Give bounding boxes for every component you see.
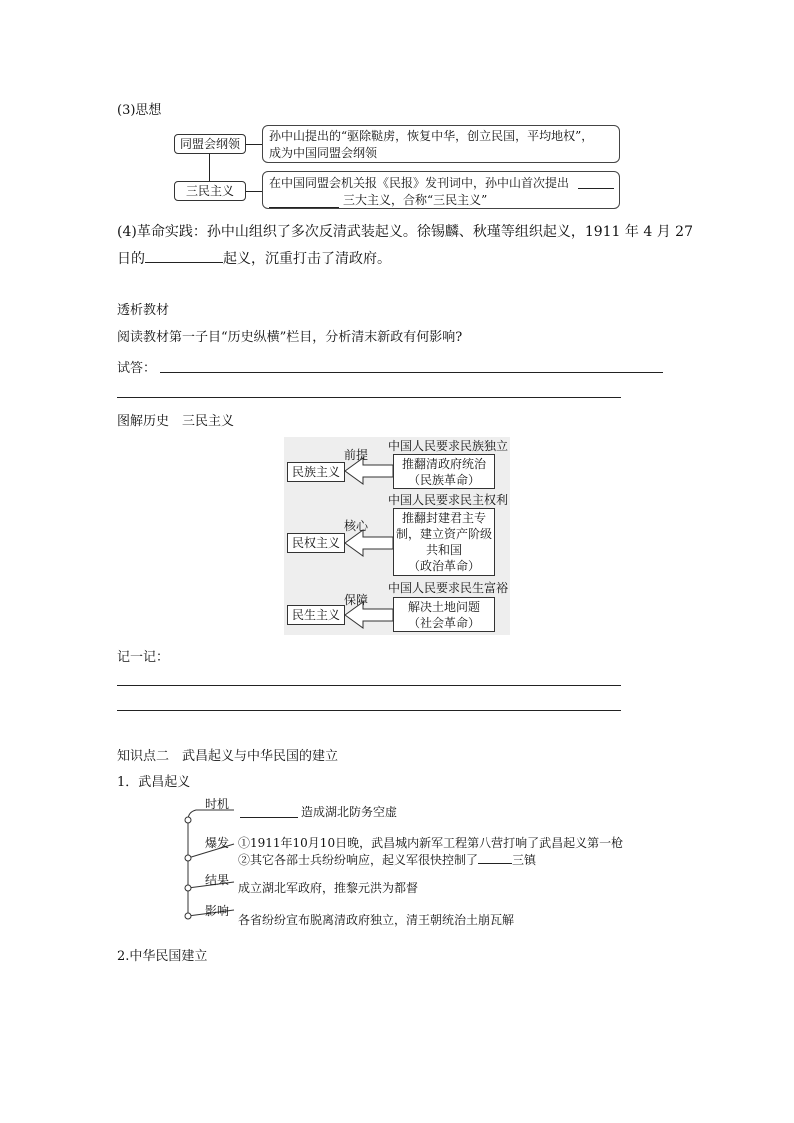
outbreak-2-post: 三镇	[512, 853, 537, 867]
box-line: （政治革命）	[407, 559, 480, 573]
arrow-left-icon	[343, 526, 395, 560]
node-three-principles: 三民主义	[174, 181, 246, 201]
tree-text-timing: 造成湖北防务空虚	[301, 805, 398, 819]
connector-line	[246, 191, 262, 192]
label-democracy: 民权主义	[287, 533, 345, 553]
democracy-demand: 中国人民要求民主权利	[387, 493, 508, 507]
three-principles-line2: 三大主义，合称“三民主义”	[343, 193, 488, 207]
notes-line[interactable]	[117, 710, 621, 711]
connector-line	[209, 152, 210, 182]
connector-line	[246, 144, 262, 145]
node-alliance-program: 同盟会纲领	[174, 134, 246, 154]
practice-line2-post: 起义，沉重打击了清政府。	[223, 251, 391, 267]
box-line: 解决土地问题	[407, 600, 480, 614]
livelihood-demand: 中国人民要求民生富裕	[387, 581, 508, 595]
answer-line[interactable]	[160, 372, 663, 373]
box-line: 共和国	[425, 543, 462, 557]
tree-text-outbreak-1: ①1911年10月10日晚，武昌城内新军工程第八营打响了武昌起义第一枪	[238, 836, 624, 850]
box-line: 推翻封建君主专	[401, 511, 486, 525]
answer-label: 试答：	[117, 361, 157, 376]
tree-key-impact: 影响	[205, 904, 230, 918]
arrow-left-icon	[343, 598, 395, 632]
practice-line1: (4)革命实践：孙中山组织了多次反清武装起义。徐锡麟、秋瑾等组织起义，1911 年 4 月 27	[117, 224, 693, 240]
outbreak-2-pre: ②其它各部士兵纷纷响应，起义军很快控制了	[238, 853, 479, 867]
nationalism-demand: 中国人民要求民族独立	[387, 439, 508, 453]
diagram-heading: 图解历史 三民主义	[117, 414, 235, 429]
arrow-text-core: 核心	[343, 519, 368, 533]
blank-line[interactable]	[240, 817, 298, 818]
label-livelihood: 民生主义	[287, 605, 345, 625]
blank-line	[269, 207, 339, 208]
box-line: （社会革命）	[407, 616, 480, 630]
notes-label: 记一记：	[117, 650, 170, 665]
tree-key-timing: 时机	[205, 797, 230, 811]
box-line: 推翻清政府统治	[401, 457, 486, 471]
arrow-text-premise: 前提	[343, 448, 368, 462]
practice-line2	[117, 248, 391, 268]
box-line: 制，建立资产阶级	[395, 527, 492, 541]
tree-text-impact: 各省纷纷宣布脱离清政府独立，清王朝统治土崩瓦解	[238, 913, 515, 927]
tree-key-result: 结果	[205, 873, 230, 887]
section-heading-thought: (3)思想	[117, 103, 162, 118]
alliance-program-box	[262, 125, 620, 163]
analysis-heading: 透析教材	[117, 303, 170, 318]
wuchang-uprising-heading: 1．武昌起义	[117, 775, 191, 790]
arrow-left-icon	[343, 454, 395, 488]
box-line: （民族革命）	[407, 473, 480, 487]
nationalism-content-box	[393, 454, 495, 489]
practice-line2-pre: 日的	[117, 251, 145, 267]
label-nationalism: 民族主义	[287, 462, 345, 482]
alliance-program-line1: 孙中山提出的“驱除鞑虏，恢复中华，创立民国，平均地权”，	[269, 129, 594, 143]
arrow-text-guarantee: 保障	[343, 593, 368, 607]
democracy-content-box	[393, 508, 495, 576]
blank-line	[578, 188, 614, 189]
analysis-question: 阅读教材第一子目“历史纵横”栏目，分析清末新政有何影响?	[117, 330, 463, 345]
answer-line[interactable]	[117, 397, 621, 398]
tree-text-outbreak-2	[238, 851, 536, 868]
notes-line[interactable]	[117, 685, 621, 686]
knowledge-point-title: 知识点二 武昌起义与中华民国的建立	[117, 749, 339, 764]
livelihood-content-box	[393, 597, 495, 632]
three-principles-line1: 在中国同盟会机关报《民报》发刊词中，孙中山首次提出	[269, 176, 570, 190]
alliance-program-line2: 成为中国同盟会纲领	[269, 146, 378, 160]
tree-key-outbreak: 爆发	[205, 836, 230, 850]
republic-founding-heading: 2.中华民国建立	[117, 949, 208, 964]
three-principles-box	[262, 171, 620, 209]
tree-text-result: 成立湖北军政府，推黎元洪为都督	[238, 881, 419, 895]
answer-blank[interactable]	[145, 248, 223, 263]
answer-blank[interactable]	[478, 851, 512, 864]
